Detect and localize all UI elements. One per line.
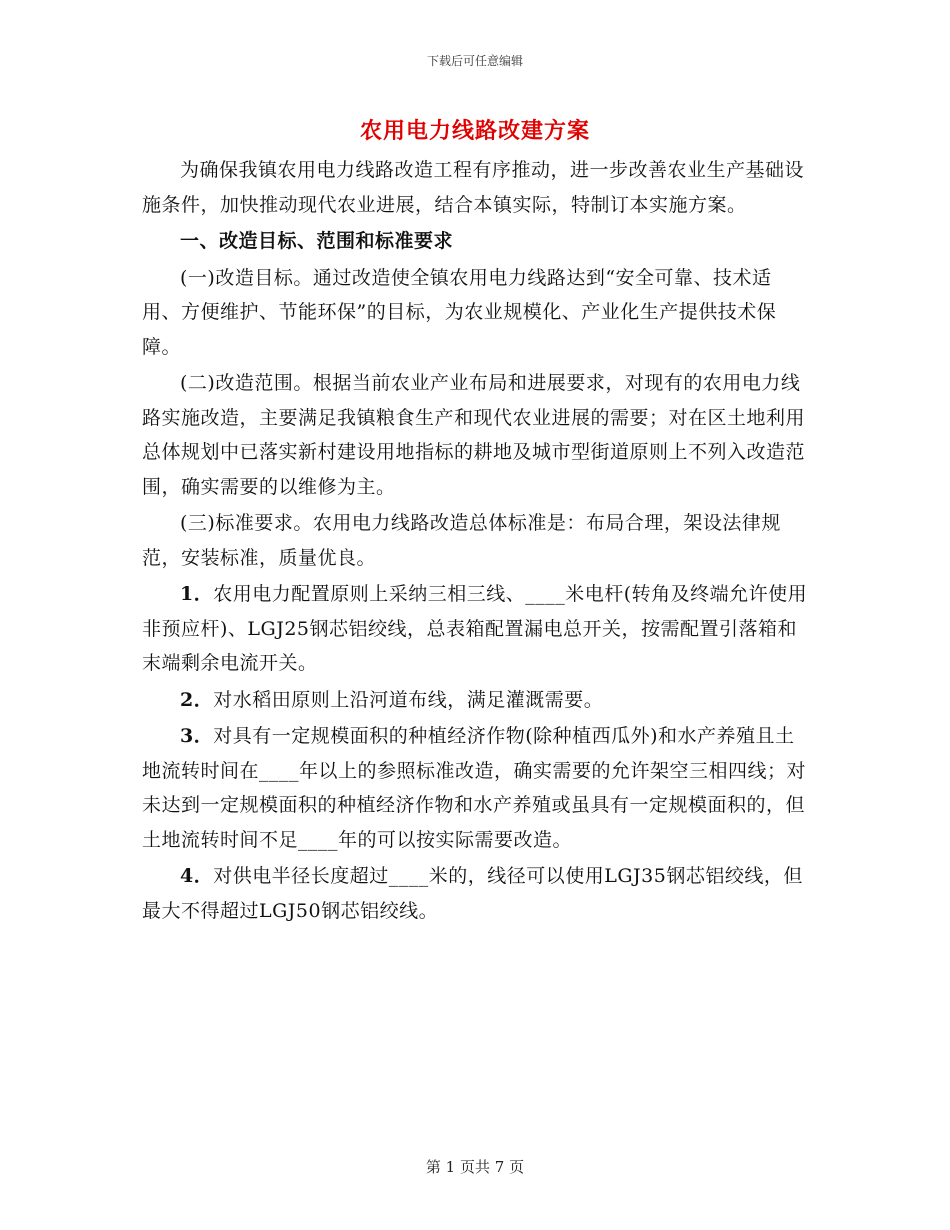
list-item-text: 对供电半径长度超过____米的，线径可以使用LGJ35钢芯铝绞线，但最大不得超过LGJ50钢芯铝绞线。 xyxy=(142,865,803,922)
list-item xyxy=(142,683,810,718)
list-item-number: 1． xyxy=(180,583,214,605)
list-item xyxy=(142,719,810,857)
page-header: 下载后可任意编辑 xyxy=(426,54,523,68)
list-item-text: 对水稻田原则上沿河道布线，满足灌溉需要。 xyxy=(213,688,604,711)
list-item-text: 对具有一定规模面积的种植经济作物(除种植西瓜外)和水产养殖且土地流转时间在____年以上的参照标准改造，确实需要的允许架空三相四线；对未达到一定规模面积的种植经济作物和水产养殖或虽具有一定规模面积的，但土地流转时间不足____年的可以按实际需要改造。 xyxy=(142,725,807,851)
page-footer: 第 1 页共 7 页 xyxy=(425,1158,525,1176)
list-item xyxy=(142,577,810,681)
intro-paragraph: 为确保我镇农用电力线路改造工程有序推动，进一步改善农业生产基础设施条件，加快推动现代农业进展，结合本镇实际，特制订本实施方案。 xyxy=(142,159,805,216)
list-item-number: 4． xyxy=(180,865,214,887)
list-item-text: 农用电力配置原则上采纳三相三线、____米电杆(转角及终端允许使用非预应杆)、LGJ25钢芯铝绞线，总表箱配置漏电总开关，按需配置引落箱和末端剩余电流开关。 xyxy=(142,583,808,674)
list-item-number: 2． xyxy=(180,688,214,711)
section-heading: 一、改造目标、范围和标准要求 xyxy=(180,230,454,252)
goal-paragraph: (一)改造目标。通过改造使全镇农用电力线路达到“安全可靠、技术适用、方便维护、节能环保”的目标，为农业规模化、产业化生产提供技术保障。 xyxy=(142,266,777,358)
list-item xyxy=(142,859,810,928)
standard-paragraph: (三)标准要求。农用电力线路改造总体标准是：布局合理，架设法律规范，安装标准，质量优良。 xyxy=(142,512,781,569)
document-title: 农用电力线路改建方案 xyxy=(359,118,590,144)
document-body xyxy=(142,153,810,930)
scope-paragraph: (二)改造范围。根据当前农业产业布局和进展要求，对现有的农用电力线路实施改造，主要满足我镇粮食生产和现代农业进展的需要；对在区土地利用总体规划中已落实新村建设用地指标的耕地及城市型街道原则上不列入改造范围，确实需要的以维修为主。 xyxy=(142,372,806,498)
list-item-number: 3． xyxy=(180,725,214,747)
